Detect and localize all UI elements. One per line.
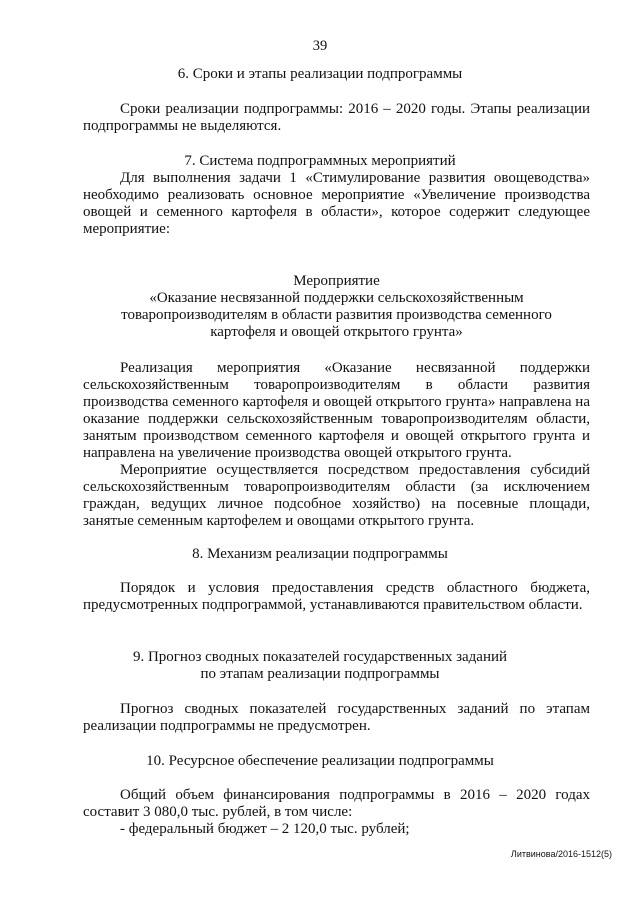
section-6-text: Сроки реализации подпрограммы: 2016 – 2020 годы. Этапы реализации подпрограммы не выделяются.	[83, 101, 590, 135]
section-8-text: Порядок и условия предоставления средств областного бюджета, предусмотренных подпрограммой, устанавливаются правительством области.	[83, 580, 590, 614]
measure-title: Мероприятие	[293, 273, 380, 289]
section-9-heading-line-2: по этапам реализации подпрограммы	[200, 666, 440, 682]
section-10-item-federal: - федеральный бюджет – 2 120,0 тыс. рублей;	[120, 821, 410, 837]
document-footer-code: Литвинова/2016-1512(5)	[510, 849, 612, 859]
section-8-heading: 8. Механизм реализации подпрограммы	[192, 546, 448, 562]
measure-title-block	[83, 273, 590, 341]
section-10-text: Общий объем финансирования подпрограммы в 2016 – 2020 годах составит 3 080,0 тыс. рублей, в том числе:	[83, 787, 590, 821]
measure-name-line-2: товаропроизводителям в области развития производства семенного	[121, 307, 552, 323]
measure-paragraph-1: Реализация мероприятия «Оказание несвязанной поддержки сельскохозяйственным товаропроизводителям в области развития производства семенного картофеля и овощей открытого грунта» направлена на оказание поддержки сельскохозяйственным товаропроизводителям области, занятым производством семенного картофеля и овощей открытого грунта и направлена на увеличение производства овощей открытого грунта.	[83, 360, 590, 462]
section-6-heading: 6. Сроки и этапы реализации подпрограммы	[177, 66, 463, 82]
measure-paragraph-2: Мероприятие осуществляется посредством предоставления субсидий сельскохозяйственным товаропроизводителям области (за исключением граждан, ведущих личное подсобное хозяйство) на посевные площади, занятые семенным картофелем и овощами открытого грунта.	[83, 462, 590, 530]
section-10-heading: 10. Ресурсное обеспечение реализации подпрограммы	[146, 753, 494, 769]
page-number: 39	[312, 38, 328, 54]
section-7-text: Для выполнения задачи 1 «Стимулирование развития овощеводства» необходимо реализовать основное мероприятие «Увеличение производства овощей и семенного картофеля в области», которое содержит следующее мероприятие:	[83, 170, 590, 238]
section-9-text: Прогноз сводных показателей государственных заданий по этапам реализации подпрограммы не предусмотрен.	[83, 701, 590, 735]
measure-name-line-1: «Оказание несвязанной поддержки сельскохозяйственным	[149, 290, 524, 306]
measure-name-line-3: картофеля и овощей открытого грунта»	[210, 324, 463, 340]
section-7-heading: 7. Система подпрограммных мероприятий	[184, 153, 456, 169]
section-9-heading-line-1: 9. Прогноз сводных показателей государственных заданий	[132, 649, 508, 665]
